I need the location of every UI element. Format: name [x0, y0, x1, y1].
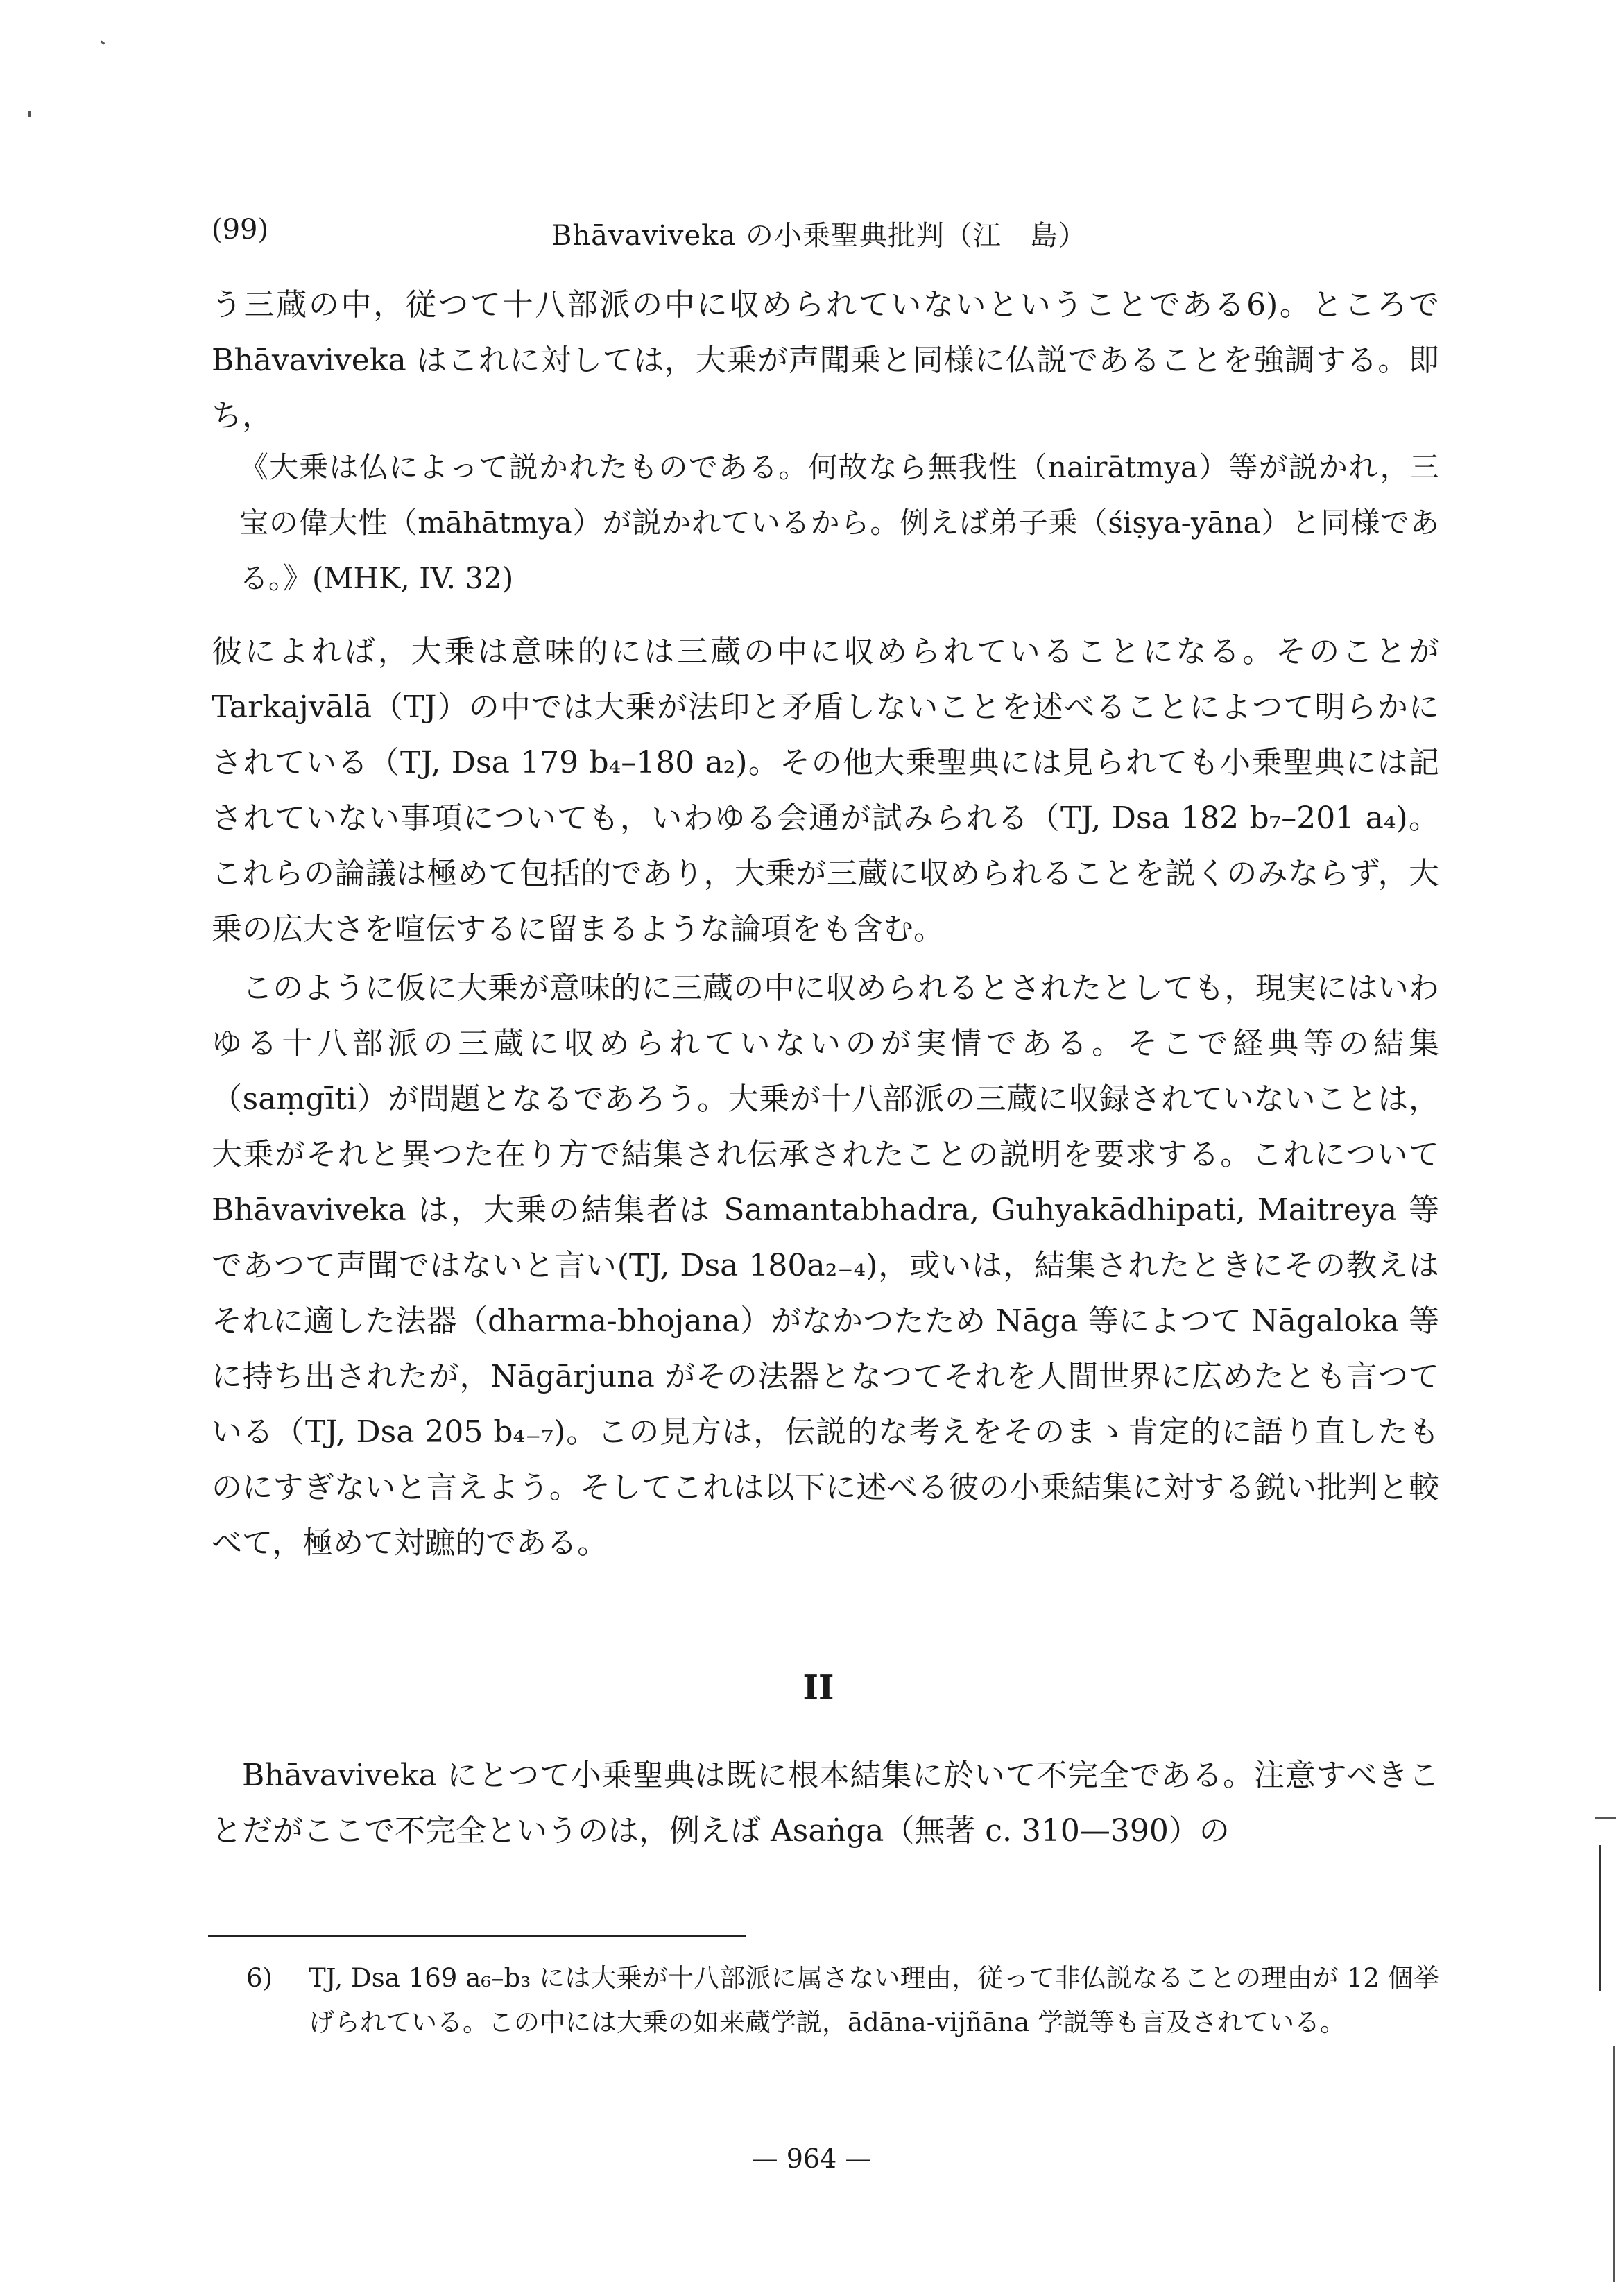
- paragraph-3: このように仮に大乗が意味的に三蔵の中に収められるとされたとしても，現実にはいわゆる十八部派の三蔵に収められていないのが実情である。そこで経典等の結集（saṃgīti）が問題となるであろう。大乗が十八部派の三蔵に収録されていないことは，大乗がそれと異つた在り方で結集され伝承されたことの説明を要求する。これについて Bhāvaviveka は，大乗の結集者は Samantabhadra, Guhyakādhipati, Maitreya 等であつて声聞ではないと言い(TJ, Dsa 180a₂₋₄)，或いは，結集されたときにその教えはそれに適した法器（dharma-bhojana）がなかつたため Nāga 等によつて Nāgaloka 等に持ち出されたが，Nāgārjuna がその法器となつてそれを人間世界に広めたとも言つている（TJ, Dsa 205 b₄₋₇)。この見方は，伝説的な考えをそのまゝ肯定的に語り直したものにすぎないと言えよう。そしてこれは以下に述べる彼の小乗結集に対する鋭い批判と較べて，極めて対蹠的である。: [212, 970, 1439, 1561]
- margin-handwriting: [1599, 1845, 1622, 1991]
- header-page-number: (99): [212, 214, 269, 246]
- scan-edge-tick: [1595, 1817, 1616, 1819]
- running-header: [212, 214, 1439, 255]
- section-heading: II: [802, 1668, 834, 1707]
- footnote-number: 6): [246, 1963, 273, 1993]
- scan-speck: [28, 111, 31, 117]
- footnote-divider: [208, 1935, 746, 1937]
- paragraph-4: Bhāvaviveka にとつて小乗聖典は既に根本結集に於いて不完全である。注意すべきことだがここで不完全というのは，例えば Asaṅga（無著 c. 310—390）の: [212, 1758, 1439, 1849]
- header-running-title: Bhāvaviveka の小乗聖典批判（江 島）: [551, 220, 1087, 252]
- paragraph-continuation: う三蔵の中，従つて十八部派の中に収められていないということである6)。ところで Bhāvaviveka はこれに対しては，大乗が声聞乗と同様に仏説であることを強調する。即ち，: [212, 287, 1439, 434]
- scan-speck: [101, 41, 105, 45]
- footnote: [246, 1956, 1439, 2045]
- scan-edge-line: [1613, 2046, 1615, 2282]
- paragraph-2: 彼によれば，大乗は意味的には三蔵の中に収められていることになる。そのことが Tarkajvālā（TJ）の中では大乗が法印と矛盾しないことを述べることによつて明らかにされている（TJ, Dsa 179 b₄–180 a₂)。その他大乗聖典には見られても小乗聖典には記されていない事項についても，いわゆる会通が試みられる（TJ, Dsa 182 b₇–201 a₄)。これらの論議は極めて包括的であり，大乗が三蔵に収められることを説くのみならず，大乗の広大さを喧伝するに留まるような論項をも含む。: [212, 634, 1439, 947]
- folio: — 964 —: [751, 2143, 872, 2174]
- block-quote: 《大乗は仏によって説かれたものである。何故なら無我性（nairātmya）等が説かれ，三宝の偉大性（māhātmya）が説かれているから。例えば弟子乗（śiṣya-yāna）と同様である。》(MHK, IV. 32): [239, 450, 1439, 595]
- footnote-text: TJ, Dsa 169 a₆–b₃ には大乗が十八部派に属さない理由，従って非仏説なることの理由が 12 個挙げられている。この中には大乗の如来蔵学説，ādāna-vijñāna 学説等も言及されている。: [309, 1963, 1439, 2037]
